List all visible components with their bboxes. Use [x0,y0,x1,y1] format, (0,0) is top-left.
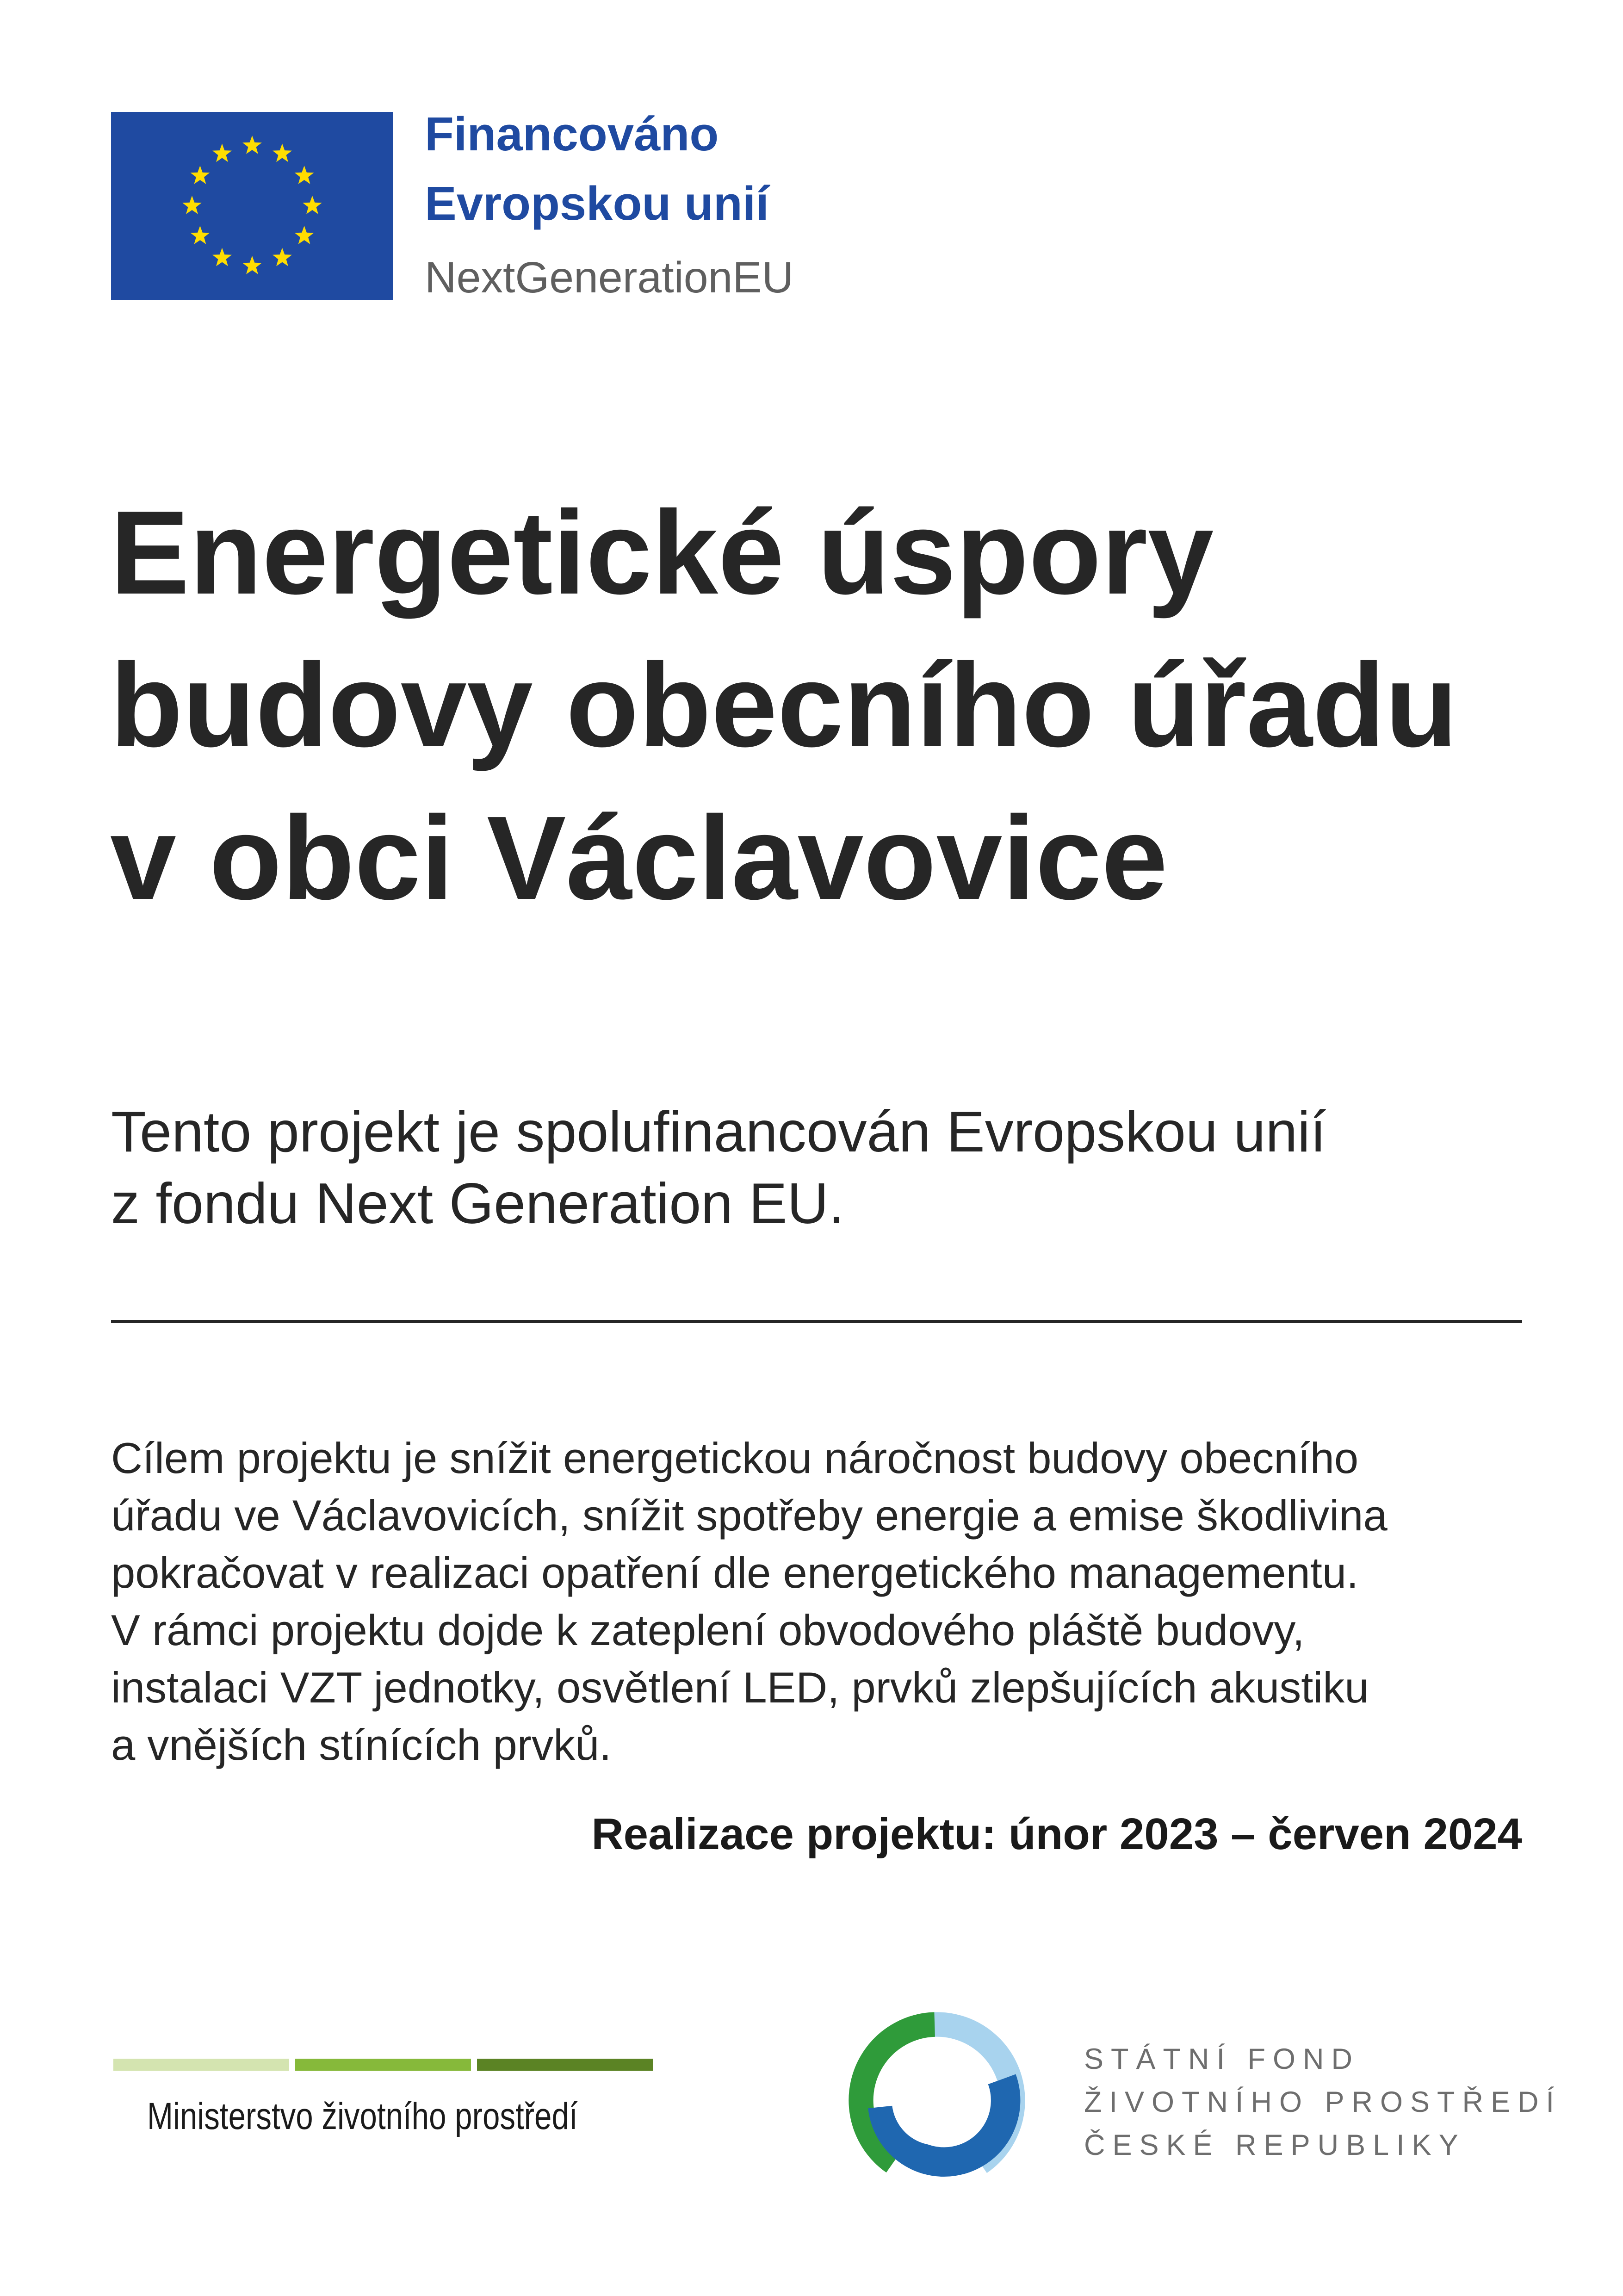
ministry-logo-bar-dark [477,2059,653,2071]
description-line: a vnějších stínících prvků. [111,1720,612,1769]
description-line: instalaci VZT jednotky, osvětlení LED, prvků zlepšujících akustiku [111,1663,1369,1712]
eu-star-icon [212,248,232,266]
eu-logo-line-3: NextGenerationEU [425,253,794,302]
eu-star-icon [295,166,314,184]
eu-logo-line-1: Financováno [425,107,719,161]
title-line-1: Energetické úspory [110,486,1214,619]
divider [111,1320,1522,1323]
page-title [110,477,1567,934]
realization-period: Realizace projektu: únor 2023 – červen 2024 [591,1809,1522,1859]
subtitle [111,1096,1326,1240]
sfzp-emblem-icon [842,2005,1032,2195]
eu-star-icon [295,226,314,244]
title-line-3: v obci Václavovice [110,792,1168,924]
project-description [111,1430,1388,1774]
sfzp-logo-line-1: STÁTNÍ FOND [1084,2043,1360,2075]
eu-flag-icon [111,112,393,300]
description-line: V rámci projektu dojde k zateplení obvodového pláště budovy, [111,1606,1305,1654]
eu-star-icon [273,143,292,162]
title-line-2: budovy obecního úřadu [110,639,1458,772]
eu-logo-line-2: Evropskou unií [425,177,769,230]
eu-star-icon [303,196,322,214]
eu-star-icon [242,256,262,274]
eu-star-icon [212,143,232,162]
description-line: úřadu ve Václavovicích, snížit spotřeby energie a emise škodlivina [111,1491,1388,1540]
eu-stars-icon [111,112,393,300]
eu-star-icon [182,196,202,214]
description-line: Cílem projektu je snížit energetickou náročnost budovy obecního [111,1434,1359,1482]
ministry-logo-bar-light [113,2059,289,2071]
eu-star-icon [191,166,210,184]
subtitle-line-2: z fondu Next Generation EU. [111,1172,845,1236]
eu-star-icon [242,136,262,154]
sfzp-logo-line-3: ČESKÉ REPUBLIKY [1084,2129,1466,2161]
sfzp-logo-line-2: ŽIVOTNÍHO PROSTŘEDÍ [1084,2086,1562,2118]
subtitle-line-1: Tento projekt je spolufinancován Evropskou unií [111,1100,1326,1164]
eu-star-icon [191,226,210,244]
ministry-logo-bar-medium [295,2059,471,2071]
eu-star-icon [273,248,292,266]
description-line: pokračovat v realizaci opatření dle energetického managementu. [111,1548,1359,1597]
ministry-logo-text: Ministerstvo životního prostředí [147,2095,578,2137]
